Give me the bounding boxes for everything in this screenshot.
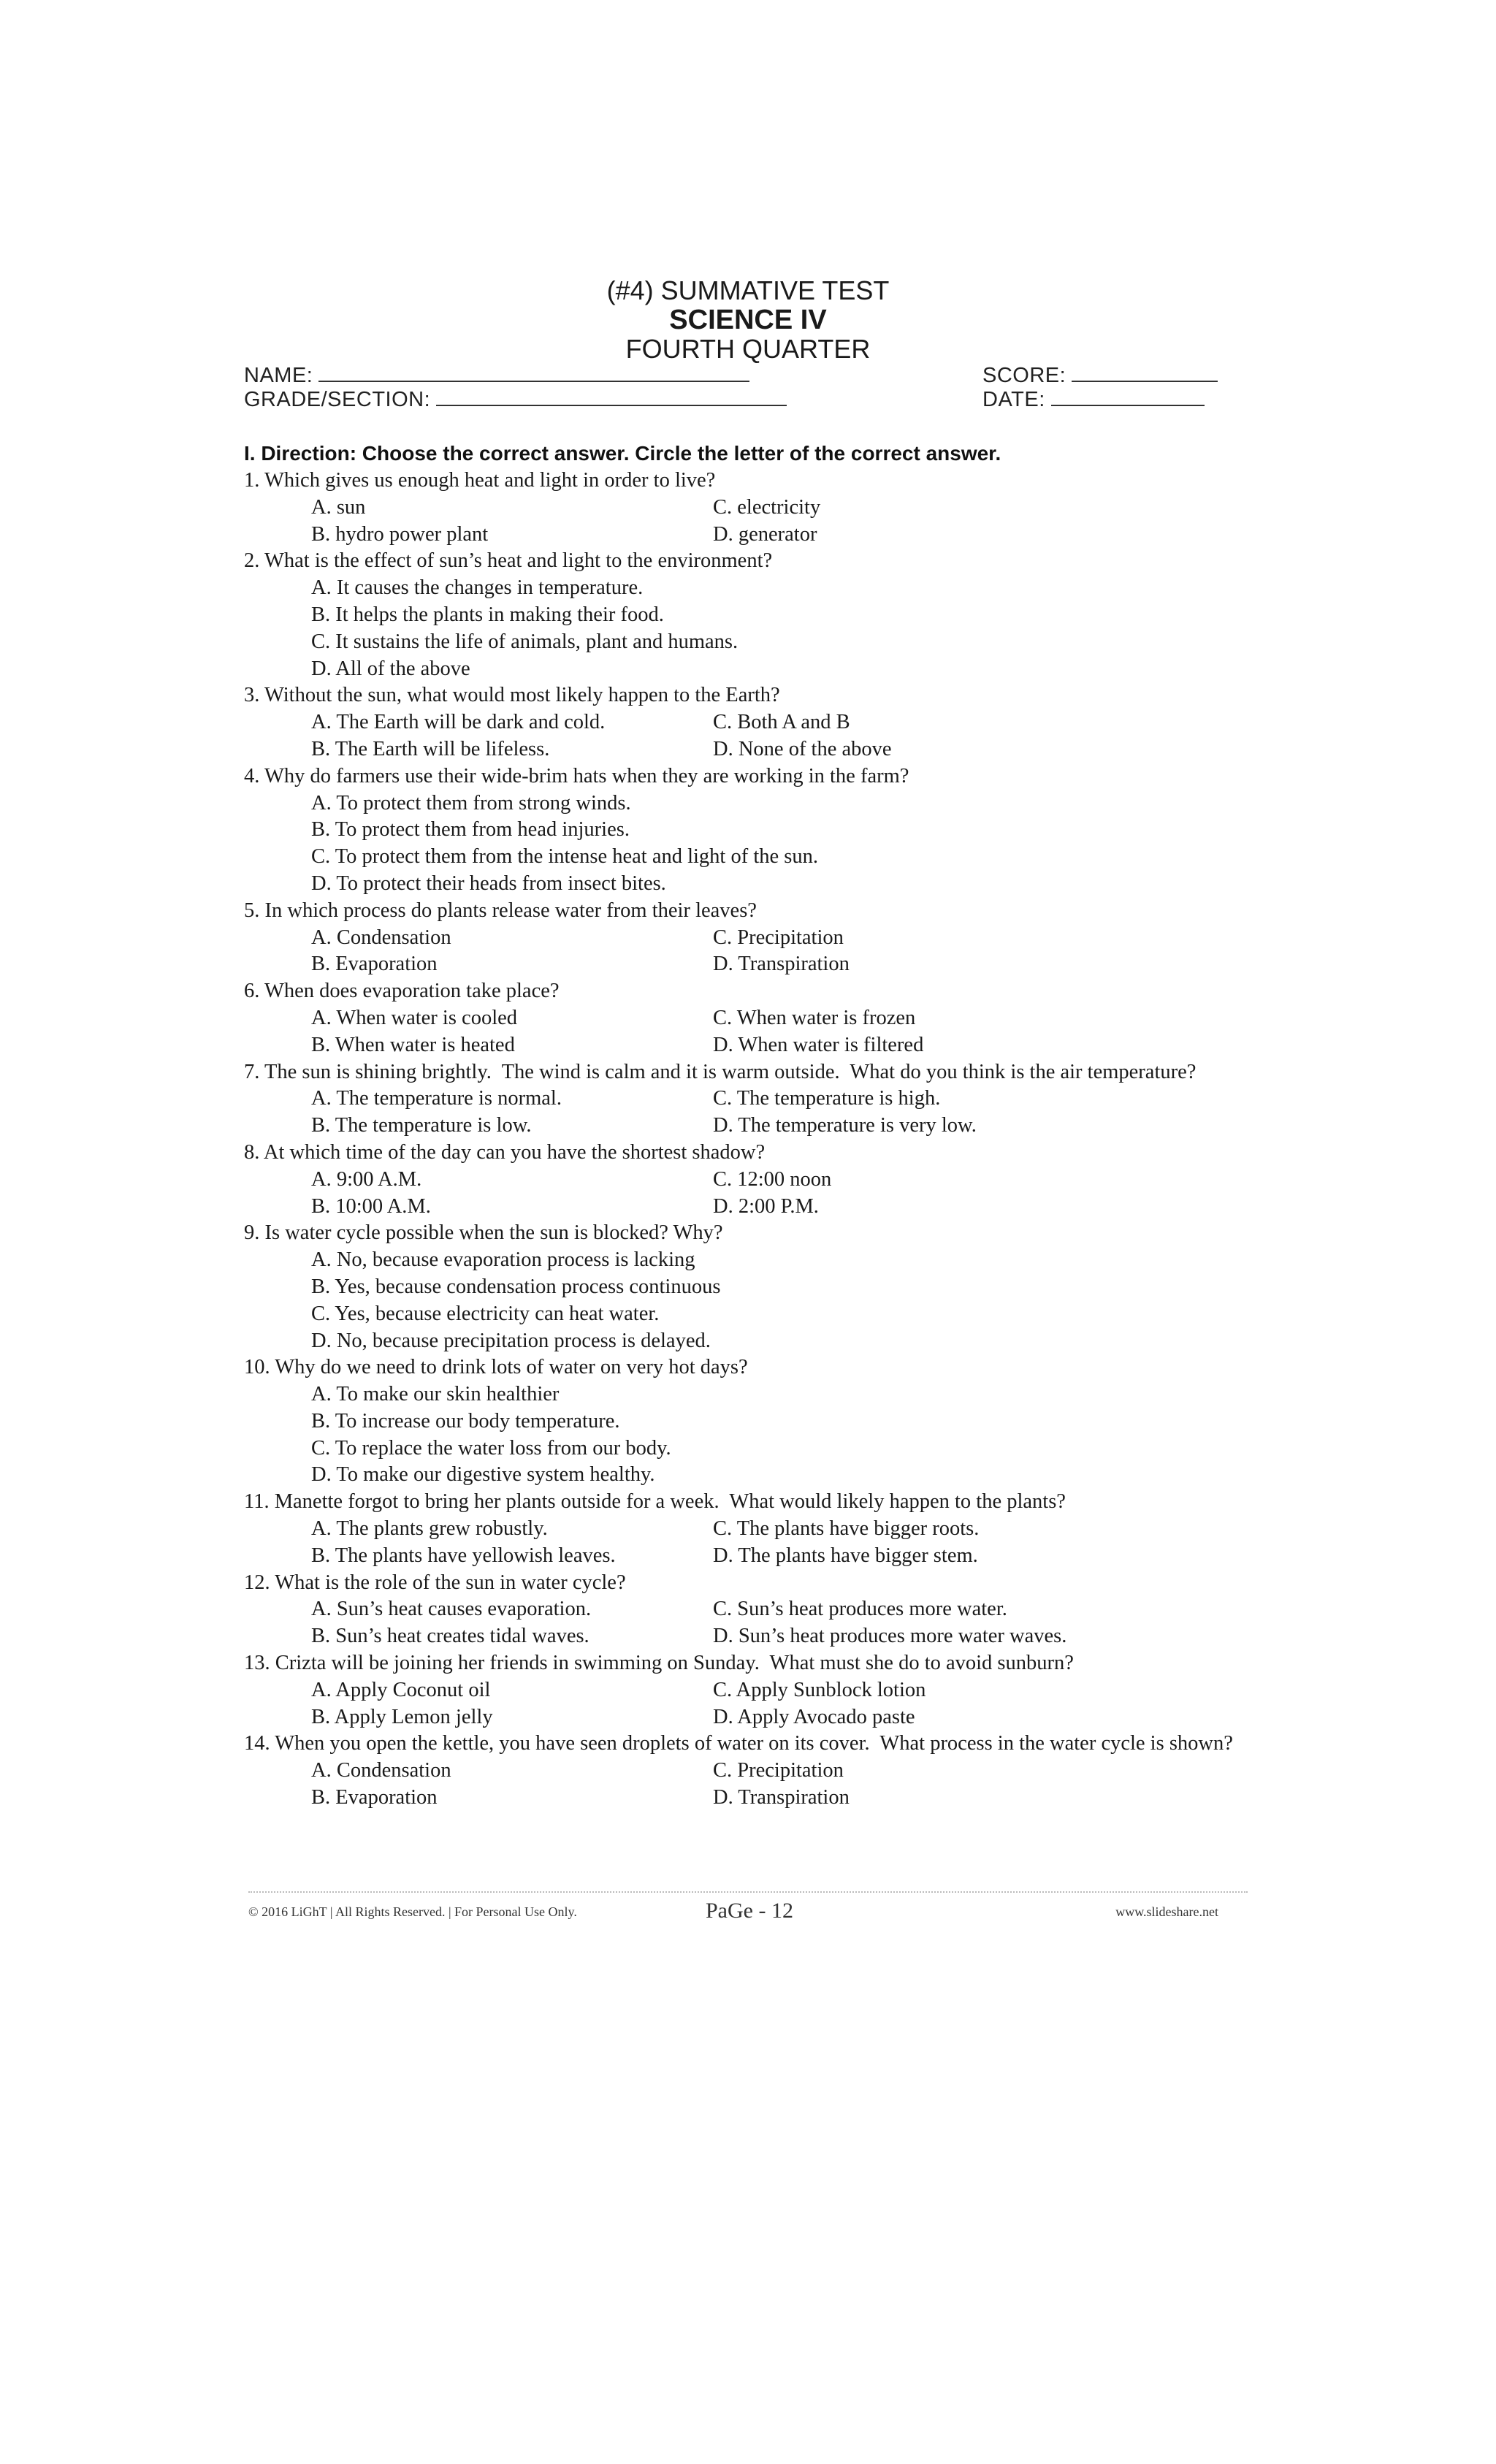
choice[interactable]: B. It helps the plants in making their food. — [311, 603, 664, 626]
choice[interactable]: B. Evaporation — [311, 953, 438, 976]
question — [244, 898, 1267, 978]
choice-grid — [244, 1758, 1267, 1812]
choice[interactable]: D. Sun’s heat produces more water waves. — [713, 1625, 1067, 1648]
choice[interactable]: D. Apply Avocado paste — [713, 1705, 915, 1728]
date-blank[interactable] — [1051, 389, 1205, 406]
choice-grid — [244, 495, 1267, 549]
choice[interactable]: A. sun — [311, 495, 366, 519]
page-number: PaGe - 12 — [706, 1899, 793, 1923]
choice[interactable]: B. Apply Lemon jelly — [311, 1705, 493, 1728]
question — [244, 1731, 1267, 1811]
score-label: SCORE: — [982, 364, 1066, 387]
question — [244, 548, 1267, 682]
choice[interactable]: D. No, because precipitation process is delayed. — [311, 1329, 711, 1352]
choice[interactable]: A. Apply Coconut oil — [311, 1678, 491, 1701]
choice[interactable]: B. The plants have yellowish leaves. — [311, 1544, 616, 1567]
choice[interactable]: D. To make our digestive system healthy. — [311, 1463, 655, 1487]
choice[interactable]: C. To replace the water loss from our body. — [311, 1436, 671, 1460]
question — [244, 1489, 1267, 1569]
choice[interactable]: D. generator — [713, 522, 817, 546]
question-stem: 4. Why do farmers use their wide-brim hats when they are working in the farm? — [244, 764, 909, 787]
choice[interactable]: A. The temperature is normal. — [311, 1087, 562, 1110]
question-stem: 7. The sun is shining brightly. The wind is calm and it is warm outside. What do you think is the air temperature? — [244, 1060, 1197, 1083]
choice[interactable]: C. The plants have bigger roots. — [713, 1517, 980, 1541]
choice-list — [244, 790, 1267, 898]
question — [244, 763, 1267, 898]
choice[interactable]: C. Sun’s heat produces more water. — [713, 1598, 1007, 1621]
grade-section-label: GRADE/SECTION: — [244, 388, 431, 411]
question — [244, 468, 1267, 548]
test-header — [0, 276, 1496, 364]
choice-list — [244, 575, 1267, 682]
choice-grid — [244, 1005, 1267, 1059]
question — [244, 978, 1267, 1059]
choice[interactable]: D. 2:00 P.M. — [713, 1194, 819, 1218]
question — [244, 1354, 1267, 1489]
choice[interactable]: C. electricity — [713, 495, 821, 519]
choice[interactable]: D. The temperature is very low. — [713, 1114, 977, 1137]
question — [244, 682, 1267, 763]
choice[interactable]: C. Both A and B — [713, 711, 850, 734]
page-footer — [248, 1899, 1248, 1925]
choice-grid — [244, 925, 1267, 979]
choice[interactable]: B. 10:00 A.M. — [311, 1194, 431, 1218]
test-number-title: (#4) SUMMATIVE TEST — [606, 275, 890, 305]
source-link[interactable]: www.slideshare.net — [1115, 1904, 1218, 1919]
choice[interactable]: A. Condensation — [311, 926, 451, 949]
choice[interactable]: A. No, because evaporation process is lacking — [311, 1248, 695, 1272]
question-stem: 8. At which time of the day can you have the shortest shadow? — [244, 1140, 766, 1164]
question-stem: 13. Crizta will be joining her friends in swimming on Sunday. What must she do to avoid sunburn? — [244, 1652, 1074, 1675]
choice-list — [244, 1381, 1267, 1489]
choice[interactable]: A. The plants grew robustly. — [311, 1517, 548, 1541]
question — [244, 1140, 1267, 1220]
choice[interactable]: A. To make our skin healthier — [311, 1383, 560, 1406]
choice[interactable]: C. The temperature is high. — [713, 1087, 941, 1110]
choice[interactable]: C. When water is frozen — [713, 1006, 916, 1029]
choice[interactable]: B. To increase our body temperature. — [311, 1409, 620, 1433]
choice[interactable]: B. To protect them from head injuries. — [311, 818, 630, 842]
choice[interactable]: C. To protect them from the intense heat and light of the sun. — [311, 845, 818, 869]
choice[interactable]: A. 9:00 A.M. — [311, 1167, 422, 1191]
choice[interactable]: D. Transpiration — [713, 1786, 850, 1809]
choice[interactable]: A. It causes the changes in temperature. — [311, 576, 644, 600]
choice[interactable]: D. When water is filtered — [713, 1033, 924, 1056]
choice[interactable]: C. Apply Sunblock lotion — [713, 1678, 926, 1701]
choice[interactable]: C. Precipitation — [713, 926, 844, 949]
choice-grid — [244, 709, 1267, 763]
choice[interactable]: C. 12:00 noon — [713, 1167, 832, 1191]
choice[interactable]: C. Yes, because electricity can heat water. — [311, 1302, 660, 1325]
question — [244, 1650, 1267, 1731]
footer-divider — [248, 1891, 1248, 1893]
choice-grid — [244, 1086, 1267, 1140]
choice[interactable]: A. Condensation — [311, 1759, 451, 1782]
choice[interactable]: D. To protect their heads from insect bites. — [311, 871, 666, 895]
question-stem: 10. Why do we need to drink lots of water on very hot days? — [244, 1356, 748, 1379]
choice-grid — [244, 1516, 1267, 1570]
question-stem: 12. What is the role of the sun in water cycle? — [244, 1571, 626, 1594]
question-stem: 11. Manette forgot to bring her plants outside for a week. What would likely happen to the plants? — [244, 1490, 1066, 1514]
grade-section-blank[interactable] — [436, 389, 787, 406]
choice[interactable]: A. To protect them from strong winds. — [311, 791, 631, 815]
question-stem: 2. What is the effect of sun’s heat and light to the environment? — [244, 549, 773, 573]
choice-list — [244, 1247, 1267, 1354]
question — [244, 1220, 1267, 1354]
choice-grid — [244, 1596, 1267, 1650]
choice[interactable]: A. When water is cooled — [311, 1006, 518, 1029]
question — [244, 1059, 1267, 1140]
name-label: NAME: — [244, 364, 313, 387]
name-field — [244, 364, 749, 388]
subject-title: SCIENCE IV — [669, 305, 827, 335]
choice[interactable]: A. The Earth will be dark and cold. — [311, 711, 606, 734]
choice-grid — [244, 1167, 1267, 1221]
choice[interactable]: C. It sustains the life of animals, plant and humans. — [311, 630, 739, 653]
choice[interactable]: B. Evaporation — [311, 1786, 438, 1809]
choice[interactable]: D. All of the above — [311, 657, 470, 680]
question-stem: 5. In which process do plants release water from their leaves? — [244, 899, 757, 922]
date-field — [982, 388, 1205, 412]
choice[interactable]: B. The temperature is low. — [311, 1114, 532, 1137]
quarter-title: FOURTH QUARTER — [625, 334, 871, 364]
question-list — [244, 468, 1267, 1812]
choice[interactable]: B. hydro power plant — [311, 522, 489, 546]
choice[interactable]: D. The plants have bigger stem. — [713, 1544, 978, 1567]
question-stem: 6. When does evaporation take place? — [244, 980, 560, 1003]
question-stem: 1. Which gives us enough heat and light in order to live? — [244, 469, 716, 492]
choice[interactable]: B. When water is heated — [311, 1033, 515, 1056]
grade-section-field — [244, 388, 787, 412]
question — [244, 1570, 1267, 1650]
score-blank[interactable] — [1072, 365, 1218, 382]
choice[interactable]: B. The Earth will be lifeless. — [311, 737, 550, 760]
choice[interactable]: C. Precipitation — [713, 1759, 844, 1782]
choice[interactable]: A. Sun’s heat causes evaporation. — [311, 1598, 592, 1621]
copyright-text: © 2016 LiGhT | All Rights Reserved. | For Personal Use Only. — [248, 1904, 577, 1919]
date-label: DATE: — [982, 388, 1045, 411]
direction-text: I. Direction: Choose the correct answer. Circle the letter of the correct answer. — [244, 442, 1001, 465]
question-stem: 9. Is water cycle possible when the sun is blocked? Why? — [244, 1221, 723, 1245]
choice[interactable]: B. Yes, because condensation process continuous — [311, 1275, 721, 1298]
name-blank[interactable] — [318, 365, 749, 382]
choice-grid — [244, 1677, 1267, 1731]
question-stem: 14. When you open the kettle, you have seen droplets of water on its cover. What process in the water cycle is shown? — [244, 1732, 1233, 1755]
choice[interactable]: D. None of the above — [713, 737, 892, 760]
question-stem: 3. Without the sun, what would most likely happen to the Earth? — [244, 684, 780, 707]
choice[interactable]: B. Sun’s heat creates tidal waves. — [311, 1625, 589, 1648]
score-field — [982, 364, 1218, 388]
choice[interactable]: D. Transpiration — [713, 953, 850, 976]
